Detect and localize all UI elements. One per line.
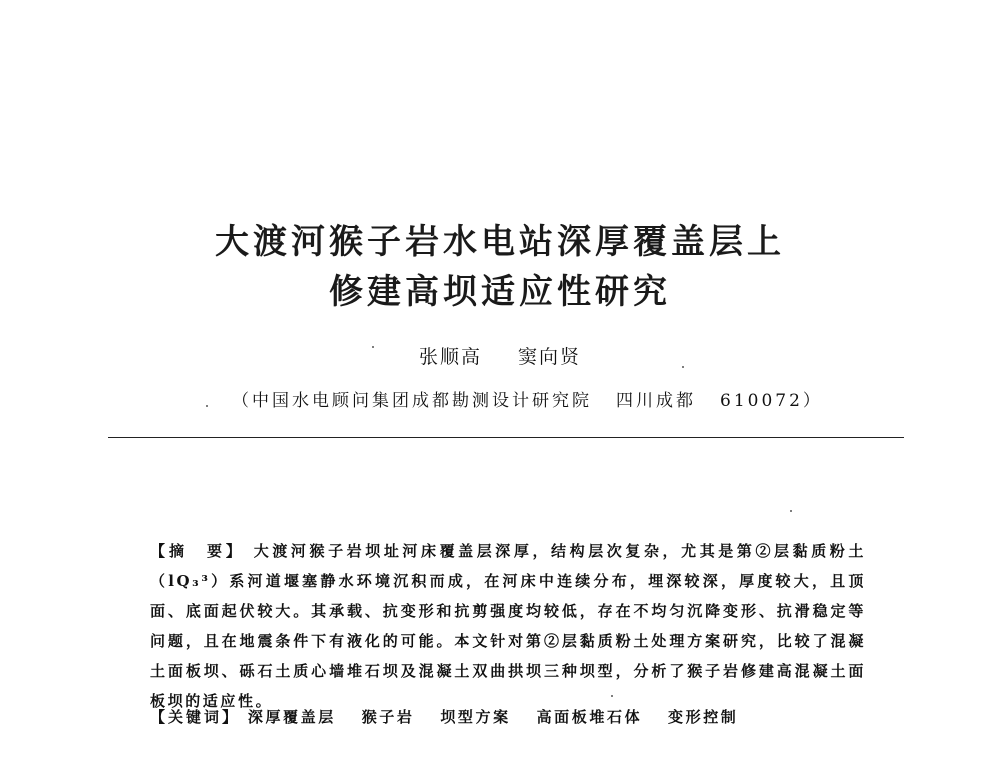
keyword: 深厚覆盖层: [247, 708, 336, 726]
affiliation: [232, 386, 823, 411]
author-list: [0, 342, 1000, 369]
abstract-label: 【摘 要】: [150, 542, 245, 560]
author-name: 窦向贤: [518, 346, 582, 368]
paper-title-line-1: 大渡河猴子岩水电站深厚覆盖层上: [215, 222, 785, 262]
header-rule: [108, 437, 904, 438]
affiliation-org: （中国水电顾问集团成都勘测设计研究院: [232, 391, 592, 411]
affiliation-postcode: 610072）: [720, 391, 823, 411]
keyword: 变形控制: [668, 708, 739, 726]
paper-title-line-2: 修建高坝适应性研究: [329, 272, 671, 312]
abstract: [150, 536, 866, 716]
author-name: 张顺高: [418, 346, 482, 368]
keyword: 高面板堆石体: [536, 708, 643, 726]
keywords: [150, 706, 870, 727]
keyword: 坝型方案: [440, 708, 511, 726]
scan-speck: [611, 695, 613, 697]
scan-speck: [206, 405, 208, 407]
keywords-label: 【关键词】: [150, 708, 241, 726]
abstract-text: 大渡河猴子岩坝址河床覆盖层深厚，结构层次复杂，尤其是第②层黏质粉土（lQ₃³）系河道堰塞静水环境沉积而成，在河床中连续分布，埋深较深，厚度较大，且顶面、底面起伏较大。其承载、抗变形和抗剪强度均较低，存在不均匀沉降变形、抗滑稳定等问题，且在地震条件下有液化的可能。本文针对第②层黏质粉土处理方案研究，比较了混凝土面板坝、砾石土质心墙堆石坝及混凝土双曲拱坝三种坝型，分析了猴子岩修建高混凝土面板坝的适应性。: [150, 542, 866, 710]
scan-speck: [790, 510, 792, 512]
scan-speck: [682, 366, 684, 368]
affiliation-place: 四川成都: [616, 391, 696, 411]
keyword: 猴子岩: [361, 708, 415, 726]
scan-speck: [372, 346, 374, 348]
